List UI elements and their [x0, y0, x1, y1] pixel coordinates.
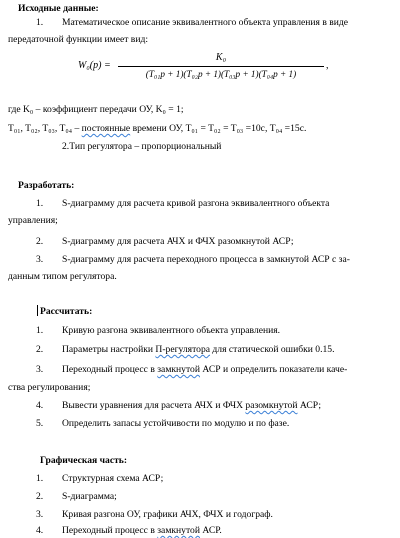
graphics-item-2-number: 2. [36, 491, 44, 502]
time-constants-line: T₀₁, T₀₂, T₀₃, T₀₄ – постоянные времени ОУ, T₀₁ = T₀₂ = T₀₃ =10с, T₀₄ =15с. [8, 123, 307, 134]
item-1-line1: Математическое описание эквивалентного объекта управления в виде [62, 17, 349, 28]
text-cursor [37, 305, 38, 316]
calc-item-5-text: Определить запасы устойчивости по модулю и по фазе. [62, 418, 290, 429]
calc-item-2-text: Параметры настройки П-регулятора для статической ошибки 0.15. [62, 344, 335, 355]
graphics-item-1-text: Структурная схема АСР; [62, 473, 164, 484]
formula-fraction [118, 52, 324, 80]
where-line: где K₀ – коэффициент передачи ОУ, K₀ = 1; [8, 104, 184, 115]
calc-item-1-text: Кривую разгона эквивалентного объекта управления. [62, 325, 281, 336]
item-1-line2: передаточной функции имеет вид: [8, 34, 149, 45]
calc-item-5-number: 5. [36, 418, 44, 429]
develop-item-2-line1: S-диаграмму для расчета АЧХ и ФЧХ разомкнутой АСР; [62, 236, 294, 247]
formula-lhs: W₀(p) = [78, 60, 111, 71]
calc-item-1-number: 1. [36, 325, 44, 336]
formula-denominator: (T₀₁p + 1)(T₀₂p + 1)(T₀₃p + 1)(T₀₄p + 1) [145, 69, 297, 79]
calc-item-3-number: 3. [36, 364, 44, 375]
spellcheck-word: замкнутой [157, 364, 200, 375]
section-title-graphics: Графическая часть: [40, 455, 128, 466]
calc-item-4-number: 4. [36, 400, 44, 411]
calc-item-3-line2: ства регулирования; [8, 382, 91, 393]
develop-item-3-line2: данным типом регулятора. [8, 271, 117, 282]
develop-item-3-line1: S-диаграмму для расчета переходного процесса в замкнутой АСР с за- [62, 254, 350, 265]
calc-item-2-number: 2. [36, 344, 44, 355]
formula-numerator: K₀ [215, 52, 227, 63]
spellcheck-word: разомкнутой [245, 400, 298, 411]
fraction-bar [118, 66, 324, 67]
spellcheck-word: замкнутой [157, 525, 200, 536]
graphics-item-4-text: Переходный процесс в замкнутой АСР. [62, 525, 222, 536]
graphics-item-3-number: 3. [36, 509, 44, 520]
develop-item-1-line2: управления; [8, 215, 58, 226]
formula-comma: , [326, 60, 329, 71]
graphics-item-2-text: S-диаграмма; [62, 491, 117, 502]
develop-item-2-number: 2. [36, 236, 44, 247]
section-title-calculate: Рассчитать: [40, 306, 93, 317]
graphics-item-4-number: 4. [36, 525, 44, 536]
develop-item-3-number: 3. [36, 254, 44, 265]
item-1-number: 1. [36, 17, 44, 28]
spellcheck-word: постоянные [81, 123, 131, 134]
develop-item-1-line1: S-диаграмму для расчета кривой разгона эквивалентного объекта [62, 198, 330, 209]
graphics-item-1-number: 1. [36, 473, 44, 484]
transfer-function-formula [78, 52, 338, 80]
develop-item-1-number: 1. [36, 198, 44, 209]
section-title-initial-data: Исходные данные: [18, 3, 99, 14]
calc-item-3-line1: Переходный процесс в замкнутой АСР и определить показатели каче- [62, 364, 348, 375]
calc-item-4-text: Вывести уравнения для расчета АЧХ и ФЧХ разомкнутой АСР; [62, 400, 322, 411]
section-title-develop: Разработать: [18, 180, 75, 191]
regulator-type-line: 2.Тип регулятора – пропорциональный [62, 141, 222, 152]
spellcheck-word: П-регулятора [155, 344, 211, 355]
graphics-item-3-text: Кривая разгона ОУ, графики АЧХ, ФЧХ и годограф. [62, 509, 273, 520]
